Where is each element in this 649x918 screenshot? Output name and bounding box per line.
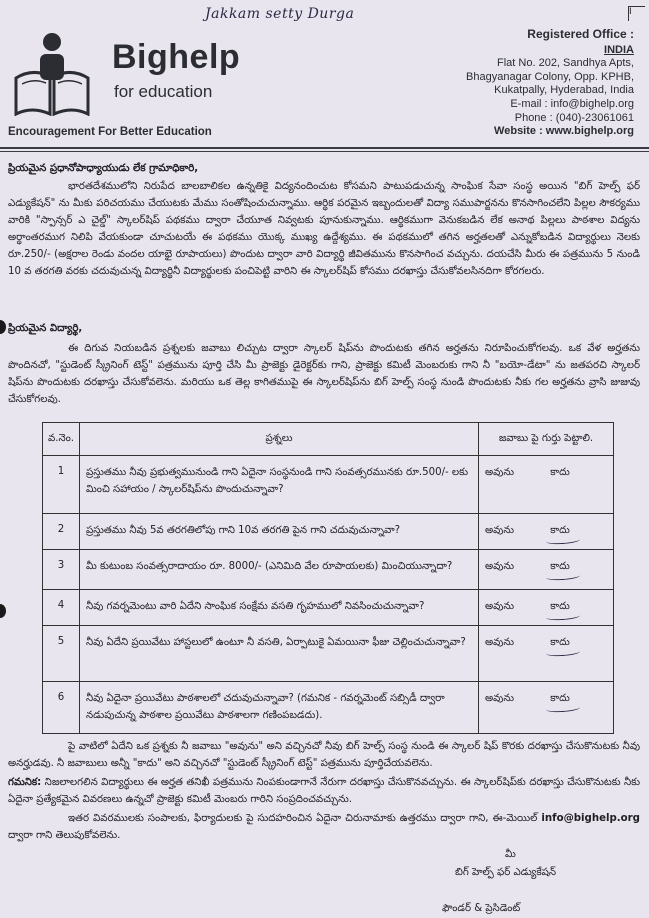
eligibility-questions-table <box>42 422 614 734</box>
table-row <box>43 550 614 590</box>
address-line: Bhagyanagar Colony, Opp. KPHB, <box>466 70 634 83</box>
bighelp-book-logo-icon <box>12 28 92 116</box>
header-divider <box>0 147 649 149</box>
row-question: నీవు ఏదేని ప్రయివేటు హాస్టలులో ఉంటూ నీ వసతి, ఏర్పాటుకై ఏమయినా ఫీజు చెల్లించుచున్నావా? <box>80 626 479 682</box>
address-line: Kukatpally, Hyderabad, India <box>494 84 634 97</box>
answer-yes-option[interactable]: అవును <box>485 467 514 478</box>
handwritten-tick-mark-icon <box>546 536 580 545</box>
answer-no-label: కాదు <box>550 637 570 648</box>
col-header-answer: జవాబు పై గుర్తు పెట్టాలి. <box>479 423 614 456</box>
handwritten-name: Jakkam setty Durga <box>205 6 355 22</box>
row-serial: 6 <box>43 682 80 734</box>
col-header-serial: వ.నెం. <box>43 423 80 456</box>
contact-text-end: ద్వారా గాని తెలుపుకోవలెను. <box>8 830 121 841</box>
answer-yes-option[interactable]: అవును <box>485 637 514 648</box>
address-country: INDIA <box>604 43 634 56</box>
closing-signatory-title: ఫౌండర్ & ప్రెసిడెంట్ <box>442 903 521 914</box>
row-serial: 4 <box>43 590 80 626</box>
answer-no-option[interactable] <box>550 466 570 480</box>
answer-no-option[interactable] <box>550 524 570 538</box>
answer-no-label: కాదు <box>550 467 570 478</box>
page-mark: I <box>628 6 645 21</box>
answer-no-label: కాదు <box>550 693 570 704</box>
row-serial: 1 <box>43 456 80 514</box>
table-row <box>43 514 614 550</box>
brand-subtitle: for education <box>114 82 213 101</box>
row-answer-options <box>479 456 614 514</box>
closing-organization: బిగ్ హెల్ప్ ఫర్ ఎడ్యుకేషన్ <box>455 867 557 878</box>
address-line: Flat No. 202, Sandhya Apts, <box>497 57 634 70</box>
row-answer-options <box>479 626 614 682</box>
answer-no-option[interactable] <box>550 692 570 706</box>
handwritten-tick-mark-icon <box>546 648 580 657</box>
contact-paragraph <box>8 810 640 844</box>
row-serial: 5 <box>43 626 80 682</box>
answer-yes-option[interactable]: అవును <box>485 525 514 536</box>
closing-yours: మీ <box>505 849 516 860</box>
intro-paragraph: భారతదేశములోని నిరుపేద బాలబాలికల ఉన్నతికై విద్యనందించుట కోసమని పాటుపడుచున్న సాంఘిక సేవా సంస్థ అయిన "బిగ్ హెల్ప్ ఫర్ ఎడ్యుకేషన్" ను మీకు పరిచయము చేయుటకు మేము సంతోషించుచున్నాము. ఆర్థిక పరమైన ఇబ్బందులతో విద్యా సముపార్జనను కొనసాగించలేని పిల్లల సౌకర్యము వారికి "స్పాన్సర్ ఎ చైల్డ్" స్కాలర్‌షిప్ పథకము ద్వారా చేయూత నివ్వటకు పూనుకున్నాము. ఆర్థికముగా వెనుకబడిన లేక అనాథ పిల్లలు పాఠశాల విద్యను అర్థాంతరముగ నిలిపి వేయకుండా చూచుటయే ఈ పథకము యొక్క ముఖ్య ఉద్దేశ్యము. ఈ పథకములో తగిన అర్హతలతో ఎన్నుకోబడిన విద్యార్థులు నెలకు రూ.250/- (అక్షరాల రెండు వందల యాభై రూపాయలు) పొందుట ద్వారా వారి విద్యార్థి జీవితమును కొనసాగించ వచ్చును. దయచేసి మీరు ఈ పత్రమును 5 నుండి 10 వ తరగతి వరకు చదువుచున్న విద్యార్థినీ విద్యార్థులకు పంచిపెట్టి వారిని ఈ స్కాలర్‌షిప్ కోసము దరఖాస్తు చేసుకోవలసినదిగా కోరగలరు. <box>8 181 640 277</box>
answer-no-option[interactable] <box>550 560 570 574</box>
row-question: ప్రస్తుతము నీవు ప్రభుత్వమునుండి గాని ఏదైనా సంస్థనుండి గాని సంవత్సరమునకు రూ.500/- లకు మించి సహాయం / స్కాలర్‌షిప్‌ను పొందుచున్నావా? <box>80 456 479 514</box>
salutation-headmaster: ప్రియమైన ప్రధానోపాధ్యాయుడు లేక గ్రామాధికారి, <box>8 163 199 174</box>
registered-office-label: Registered Office : <box>527 27 634 41</box>
salutation-student: ప్రియమైన విద్యార్థి, <box>8 323 83 334</box>
row-answer-options <box>479 550 614 590</box>
answer-no-option[interactable] <box>550 636 570 650</box>
row-question: ప్రస్తుతము నీవు 5వ తరగతిలోపు గాని 10వ తరగతి పైన గాని చదువుచున్నావా? <box>80 514 479 550</box>
answer-yes-option[interactable]: అవును <box>485 693 514 704</box>
punch-hole <box>0 604 6 618</box>
note-text: నిజలాలగలిన విద్యార్థులు ఈ అర్హత తనిఖీ పత్రమును నింపకుండాగానే నేరుగా దరఖాస్తు చేసుకొనవచ్చును. ఈ స్కాలర్‌షిప్‌కు దరఖాస్తు చేసుకొనుటకు నీకు ఏదైనా ప్రత్యేకమైన వివరణలు ఉన్నచో ప్రాజెక్టు కమిటీ మెంబరు గారిని సంప్రదించవచ్చును. <box>8 777 640 805</box>
answer-no-label: కాదు <box>550 525 570 536</box>
answer-no-label: కాదు <box>550 601 570 612</box>
answer-yes-option[interactable]: అవును <box>485 601 514 612</box>
row-serial: 3 <box>43 550 80 590</box>
answer-yes-option[interactable]: అవును <box>485 561 514 572</box>
row-answer-options <box>479 514 614 550</box>
address-website: Website : www.bighelp.org <box>494 125 634 138</box>
student-paragraph: ఈ దిగువ నియబడిన ప్రశ్నలకు జవాబు లిచ్చుట ద్వారా స్కాలర్ షిప్‌ను పొందుటకు తగిన అర్హతను నిరూపించుకోగలవు. ఒక వేళ అర్హతను పొందినచో, "స్టుడెంట్ స్క్రీనింగ్ టెస్ట్" పత్రమును పూర్తి చేసి మీ ప్రాజెక్టు డైరెక్టర్‌కు గాని, ప్రాజెక్టు కమిటీ మెంబరుకు గాని నీ "బయో-డేటా" ను జతపరచి స్కాలర్ షిప్‌ను పొందుటకు దరఖాస్తు చేసుకోవలెను. మరియు ఒక తెల్ల కాగితముపై ఈ స్కాలర్‌షిప్‌ను బిగ్ హెల్ప్ సంస్థ నుండి పొందుటకు నీకు గల అర్హతను వ్రాసి జుజువు చేసుకోగలవు. <box>8 343 640 405</box>
row-question: మీ కుటుంబ సంవత్సరాదాయం రూ. 8000/- (ఎనిమిది వేల రూపాయలకు) మించియున్నాదా? <box>80 550 479 590</box>
header-divider-thin <box>0 151 649 152</box>
contact-text: ఇతర వివరములకు సంపాలకు, ఫిర్యాదులకు పై సుదహరించిన ఏదైనా చిరునామాకు ఉత్తరము ద్వారా గాని, ఈ-మెయిల్ <box>68 813 538 824</box>
row-serial: 2 <box>43 514 80 550</box>
handwritten-tick-mark-icon <box>546 612 580 621</box>
table-row <box>43 456 614 514</box>
col-header-question: ప్రశ్నలు <box>80 423 479 456</box>
registered-office-address <box>384 28 634 139</box>
punch-hole <box>0 320 6 334</box>
brand-tagline: Encouragement For Better Education <box>8 126 212 138</box>
table-row <box>43 590 614 626</box>
address-phone: Phone : (040)-23061061 <box>514 111 634 124</box>
row-answer-options <box>479 682 614 734</box>
row-question: నీవు గవర్నమెంటు వారి ఏదేని సాంఘిక సంక్షేమ వసతి గృహములో నివసించుచున్నావా? <box>80 590 479 626</box>
handwritten-tick-mark-icon <box>546 572 580 581</box>
brand-name: Bighelp <box>112 38 241 76</box>
note-paragraph <box>8 774 640 808</box>
disqualification-paragraph: పై వాటిలో ఏదేని ఒక ప్రశ్నకు నీ జవాబు "అవును" అని వచ్చినచో నీవు బిగ్ హెల్ప్ సంస్థ నుండి ఈ స్కాలర్ షిప్ కొరకు దరఖాస్తు చేసుకొనుటకు నీవు అనర్హుడవు. నీ జవాబులు అన్నీ "కాదు" అని వచ్చినచో "స్టుడెంట్ స్క్రీనింగ్ టెస్ట్" పత్రమును పూర్తిచేయవలెను. <box>8 741 640 769</box>
answer-no-option[interactable] <box>550 600 570 614</box>
row-question: నీవు ఏదైనా ప్రయివేటు పాఠశాలలో చదువుచున్నావా? (గమనిక - గవర్నమెంట్ సబ్సిడీ ద్వారా నడుపుచున్న పాఠశాల ప్రయివేటు పాఠశాలగా గణింపబడదు). <box>80 682 479 734</box>
table-row <box>43 682 614 734</box>
answer-no-label: కాదు <box>550 561 570 572</box>
note-label: గమనిక: <box>8 777 42 788</box>
table-row <box>43 626 614 682</box>
handwritten-tick-mark-icon <box>546 704 580 713</box>
row-answer-options <box>479 590 614 626</box>
contact-email-link[interactable]: info@bighelp.org <box>541 813 640 824</box>
address-email: E-mail : info@bighelp.org <box>510 97 634 110</box>
